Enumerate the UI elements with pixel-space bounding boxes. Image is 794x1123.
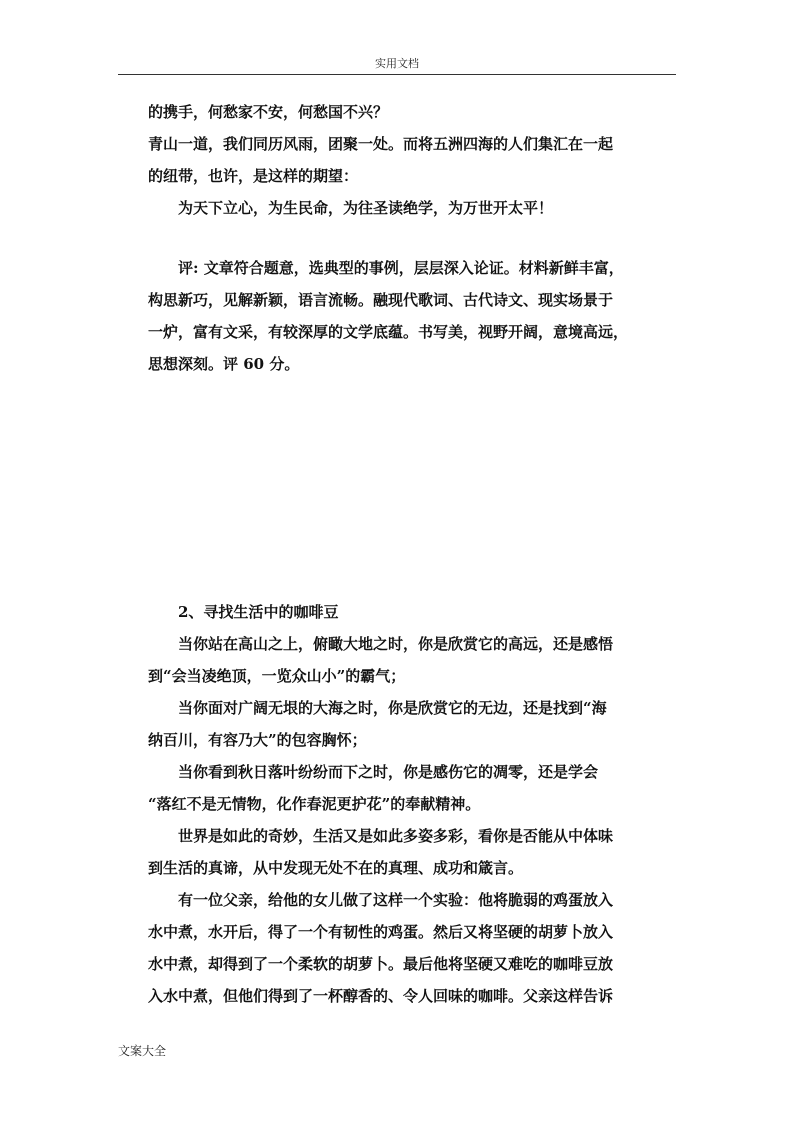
text-line: 水中煮，却得到了一个柔软的胡萝卜。最后他将坚硬又难吃的咖啡豆放	[148, 955, 614, 973]
text-line: 构思新巧，见解新颖，语言流畅。融现代歌词、古代诗文、现实场景于	[148, 291, 614, 309]
text-line: 的纽带，也许，是这样的期望：	[148, 167, 359, 185]
text-line: 入水中煮，但他们得到了一杯醇香的、令人回味的咖啡。父亲这样告诉	[148, 987, 614, 1005]
header-title: 实用文档	[375, 57, 419, 70]
text-line: 到“会当凌绝顶，一览众山小”的霸气；	[148, 667, 406, 685]
page-footer	[118, 1042, 166, 1059]
text-line: 当你面对广阔无垠的大海之时，你是欣赏它的无边，还是找到“海	[178, 699, 607, 717]
review-comment	[148, 252, 648, 380]
text-line: 纳百川，有容乃大”的包容胸怀；	[148, 731, 367, 749]
essay-2	[148, 596, 648, 1012]
text-line: 水中煮，水开后，得了一个有韧性的鸡蛋。然后又将坚硬的胡萝卜放入	[148, 923, 614, 941]
text-line: 的携手，何愁家不安，何愁国不兴？	[148, 103, 389, 121]
text-line: 到生活的真谛，从中发现无处不在的真理、成功和箴言。	[148, 859, 524, 877]
text-line: 评: 文章符合题意，选典型的事例，层层深入论证。材料新鲜丰富，	[178, 259, 624, 277]
text-line: 青山一道，我们同历风雨，团聚一处。而将五洲四海的人们集汇在一起	[148, 135, 614, 153]
page-header	[118, 56, 676, 75]
text-line: 为天下立心，为生民命，为往圣读绝学，为万世开太平！	[178, 199, 554, 217]
text-line: 有一位父亲，给他的女儿做了这样一个实验：他将脆弱的鸡蛋放入	[178, 891, 614, 909]
text-line: 思想深刻。评 60 分。	[148, 355, 300, 373]
text-line: 世界是如此的奇妙，生活又是如此多姿多彩，看你是否能从中体味	[178, 827, 614, 845]
text-line: 一炉，富有文采，有较深厚的文学底蕴。书写美，视野开阔，意境高远，	[148, 323, 629, 341]
text-line: “落红不是无情物，化作春泥更护花”的奉献精神。	[148, 795, 481, 813]
footer-text: 文案大全	[118, 1044, 167, 1058]
text-line: 当你站在高山之上，俯瞰大地之时，你是欣赏它的高远，还是感悟	[178, 635, 614, 653]
essay-title: 2、寻找生活中的咖啡豆	[178, 603, 339, 621]
text-line: 当你看到秋日落叶纷纷而下之时，你是感伤它的凋零，还是学会	[178, 763, 599, 781]
essay-conclusion	[148, 96, 648, 224]
